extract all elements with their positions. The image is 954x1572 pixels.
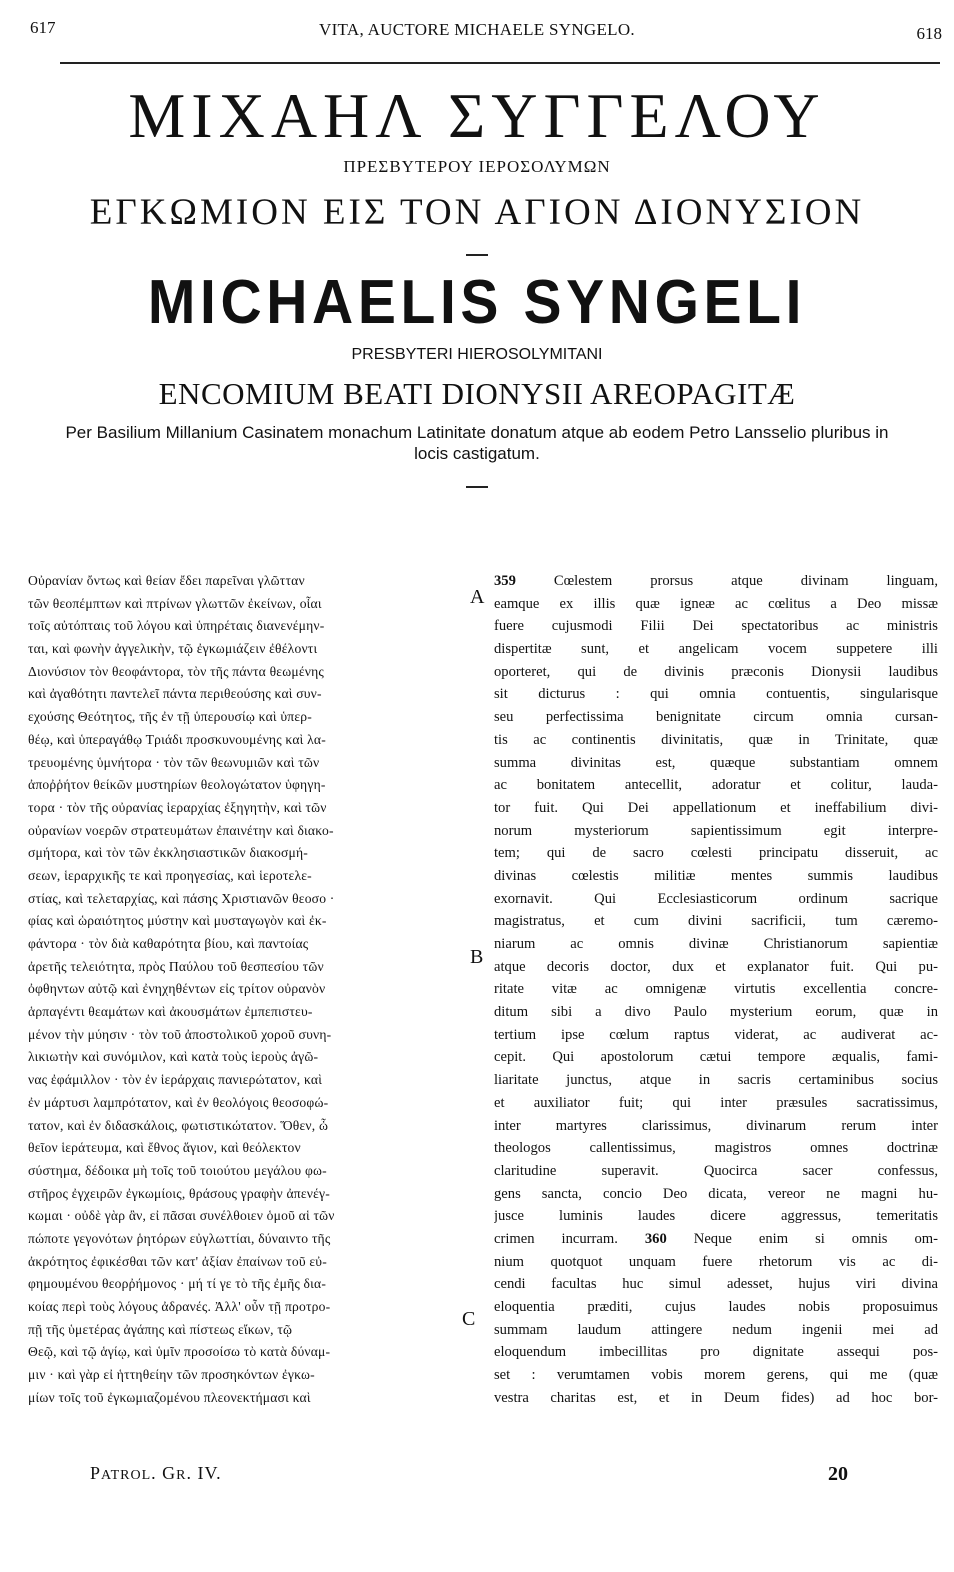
latin-line-text: exornavit. Qui Ecclesiasticorum ordinum sacrique (494, 890, 938, 907)
latin-line-text: divinas cœlestis militiæ mentes summis laudibus (494, 867, 938, 884)
latin-line (494, 910, 938, 933)
latin-line-text: gens sancta, concio Deo dicata, vereor ne magni hu- (494, 1185, 938, 1202)
latin-line-text: tis ac continentis divinitatis, quæ in Trinitate, quæ (494, 731, 938, 748)
latin-line (494, 1046, 938, 1069)
latin-line (494, 1024, 938, 1047)
greek-line: Θεῷ, καὶ τῷ ἁγίῳ, καὶ ὑμῖν προσοίσω τὸ κατὰ δύναμ- (28, 1344, 331, 1360)
latin-line (494, 593, 938, 616)
greek-line: μίων τοῖς τοῦ ἐγκωμιαζομένου πλεονεκτήμασι καὶ (28, 1389, 311, 1405)
latin-line (494, 774, 938, 797)
latin-line-text: et auxiliator fuit; qui inter præsules sacratissimus, (494, 1094, 938, 1111)
greek-line: καὶ ἀγαθότητι παντελεῖ πάντα περιθεούσης καὶ συν- (28, 686, 322, 702)
greek-line: ἐν μάρτυσι λαμπρότατον, καὶ ἐν θεολόγοις θεοσοφώ- (28, 1094, 329, 1110)
latin-line (494, 978, 938, 1001)
greek-line: ὀφθηντων αὐτῷ καὶ ἐνηχηθέντων εἰς τρίτον οὐρανὸν (28, 981, 326, 997)
latin-line-text: liaritate junctus, atque in sacris certaminibus socius (494, 1072, 938, 1089)
page-number-right: 618 (916, 24, 942, 43)
latin-line-text: eloquentia præditi, cujus laudes nobis proposuimus (494, 1299, 938, 1315)
latin-line-text: ritate vitæ ac omnigenæ virtutis excellentia concre- (494, 981, 938, 998)
latin-line (494, 1341, 938, 1364)
latin-line (494, 1273, 938, 1296)
latin-line-text: cepit. Qui apostolorum cætui tempore æqualis, fami- (494, 1049, 938, 1066)
greek-line: φάντορα · τὸν διὰ καθαρότητα βίου, καὶ παντοίας (28, 936, 309, 951)
latin-line (494, 1251, 938, 1274)
greek-line: φημουμένου θεορῤήμονος · μή τί γε τὸ τῆς ἐμῆς δια- (28, 1276, 327, 1292)
greek-work-title: ΕΓΚΩΜΙΟΝ ΕΙΣ ΤΟΝ ΑΓΙΟΝ ΔΙΟΝΥΣΙΟΝ (89, 192, 865, 233)
greek-line: θέῳ, καὶ ὑπεραγάθῳ Τριάδι προσκυνουμένης καὶ λα- (28, 731, 326, 747)
latin-line (494, 1183, 938, 1206)
greek-line: στίας, καὶ τελεταρχίας, καὶ πάσης Χριστιανῶν θεοσο · (28, 890, 335, 906)
latin-line (494, 1001, 938, 1024)
latin-line-text: sit dicturus : qui omnia contuentis, singularisque (494, 686, 938, 703)
margin-letter-b: B (470, 946, 484, 968)
latin-line (494, 1115, 938, 1138)
latin-line-text: tem; qui de sacro cœlesti principatu disseruit, ac (494, 845, 938, 862)
greek-line: κοίας περὶ τοὺς λόγους ἀδρανές. Ἀλλ' οὖν τῇ προτρο- (28, 1299, 331, 1314)
signature-mark: PATROL. GR. IV. (90, 1463, 222, 1483)
latin-line-text: ac bonitatem antecellit, adoratur et colitur, lauda- (494, 777, 938, 794)
latin-line (494, 570, 938, 593)
folio-number: 20 (828, 1463, 848, 1485)
latin-line (494, 683, 938, 706)
latin-line (494, 729, 938, 752)
greek-line: θεῖον ἱεράτευμα, καὶ ἔθνος ἅγιον, καὶ θεόλεκτον (28, 1140, 301, 1156)
latin-line-text: eloquendum imbecillitas pro dignitate assequi pos- (494, 1344, 938, 1361)
latin-line (494, 1228, 938, 1251)
latin-text-column (494, 570, 938, 1409)
greek-line: οὐρανίων νοερῶν στρατευμάτων ἐπαινέτην καὶ διακο- (28, 822, 334, 838)
greek-line: ἀποῤῥήτον θείκῶν μυστηρίων θεολογώτατον ὑφηγη- (28, 777, 326, 793)
latin-line-text: summa divinitas est, quæque substantiam omnem (494, 754, 938, 771)
latin-line-text: theologos callentissimus, magistros omnes doctrinæ (494, 1140, 938, 1157)
latin-line-text: nium quotquot unquam fuere rhetorum vis ac di- (494, 1253, 938, 1270)
latin-work-title: ENCOMIUM BEATI DIONYSII AREOPAGITÆ (158, 376, 796, 411)
greek-line: τορα · τὸν τῆς οὐρανίας ἱεραρχίας ἐξηγητὴν, καὶ τῶν (28, 799, 327, 815)
column-number: 359 (494, 573, 516, 589)
latin-line (494, 1364, 938, 1387)
latin-line-text: tertium ipse cœlum raptus viderat, ac audiverat ac- (494, 1026, 938, 1043)
latin-line-text: inter martyres clarissimus, divinarum rerum inter (494, 1117, 938, 1134)
greek-line: σεων, ἱεραρχικῆς τε καὶ προηγεσίας, καὶ ἱεροτελε- (28, 867, 312, 883)
latin-line (494, 638, 938, 661)
latin-line-text: summam laudum attingere nedum ingenii mei ad (494, 1321, 938, 1338)
header-rule (60, 62, 940, 64)
latin-line (494, 1319, 938, 1342)
greek-subtitle: ΠΡΕΣΒΥΤΕΡΟΥ ΙΕΡΟΣΟΛΥΜΩΝ (343, 157, 611, 176)
greek-line: Οὐρανίαν ὄντως καὶ θείαν ἔδει παρεῖναι γλῶτταν (28, 573, 305, 588)
latin-line-text: fuere cujusmodi Filii Dei spectatoribus ac ministris (494, 618, 938, 635)
latin-line-text: Neque enim si omnis om- (666, 1230, 938, 1247)
column-number: 360 (644, 1230, 667, 1247)
margin-letter-a: A (470, 586, 485, 608)
greek-line: στῆρος ἐγχειρῶν ἐγκωμίοις, θράσους γραφὴν ἀπενέγ- (28, 1185, 330, 1201)
latin-line-text: atque decoris doctor, dux et explanator fuit. Qui pu- (494, 958, 938, 975)
latin-author-title: MICHAELIS SYNGELI (147, 268, 807, 337)
latin-line (494, 1387, 938, 1410)
greek-line: φίας καὶ ὡραιότητος μύστην καὶ μυσταγωγὸν καὶ ἐκ- (28, 913, 327, 929)
greek-line: πώποτε γεγονότων ῥητόρων εὐγλωττίαι, δύναιντο τῆς (28, 1230, 331, 1246)
latin-line (494, 865, 938, 888)
section-separator (466, 486, 488, 488)
greek-line: ται, καὶ φωνὴν ἀγγελικὴν, τῷ ἐγκωμιάζειν ἐθέλοντι (28, 641, 318, 657)
greek-line: τρευομένης ὑμνήτορα · τὸν τῶν θεωνυμιῶν καὶ τῶν (28, 754, 320, 770)
latin-line (494, 797, 938, 820)
greek-line: νας ἐφάμιλλον · τὸν ἐν ἱεράρχαις πανιερώτατον, καὶ (28, 1072, 323, 1088)
latin-line-text: oporteret, qui de divinis præconis Dionysii laudibus (494, 663, 938, 680)
latin-line (494, 820, 938, 843)
greek-line: λικιωτὴν καὶ συνόμιλον, καὶ κατὰ τοὺς ἱεροὺς ἀγῶ- (28, 1049, 319, 1065)
greek-line: σμήτορα, καὶ τὸν τῶν ἐκκλησιαστικῶν διακοσμή- (28, 845, 309, 861)
title-block (0, 78, 954, 488)
latin-line-text: magistratus, et cum divini sacrificii, tum cæremo- (494, 913, 938, 930)
greek-line: μένον τὴν μύησιν · τὸν τοῦ ἀποστολικοῦ χοροῦ συνη- (28, 1026, 332, 1042)
greek-text-column (28, 570, 468, 1409)
latin-line (494, 706, 938, 729)
latin-line-text: norum mysteriorum sapientissimum egit interpre- (494, 822, 938, 839)
latin-line-text: eamque ex illis quæ igneæ ac cœlitus a Deo missæ (494, 595, 938, 612)
greek-line: εχούσης Θεότητος, τῆς ἐν τῇ ὑπερουσίῳ καὶ ὑπερ- (28, 709, 312, 725)
greek-line: τῶν θεοπέμπτων καὶ πτρίνων γλωττῶν ἐκείνων, οἷαι (28, 595, 322, 611)
latin-line (494, 842, 938, 865)
latin-line-text: tor fuit. Qui Dei appellationum et ineffabilium divi- (494, 799, 938, 816)
latin-line (494, 888, 938, 911)
page-number-left: 617 (30, 18, 56, 37)
running-title: VITA, AUCTORE MICHAELE SYNGELO. (319, 20, 635, 39)
greek-line: κωμαι · οὐδὲ γὰρ ἂν, εἰ πᾶσαι συνέλθοιεν ὁμοῦ αἱ τῶν (28, 1208, 335, 1224)
latin-line-text: dispertitæ sunt, et angelicam vocem suppetere illi (494, 641, 938, 658)
latin-line-text: Cœlestem prorsus atque divinam linguam, (515, 573, 938, 589)
latin-line-text: vestra charitas est, et in Deum fides) ad hoc bor- (494, 1389, 938, 1406)
latin-line-text: niarum ac omnis divinæ Christianorum sapientiæ (494, 936, 938, 952)
latin-line (494, 1160, 938, 1183)
latin-line-text: seu perfectissima benignitate circum omnia cursan- (494, 709, 938, 726)
latin-line (494, 933, 938, 956)
greek-line: ἀκρότητος ἐφικέσθαι τῶν κατ' ἀξίαν ἐπαίνων τοῦ εὐ- (28, 1253, 327, 1269)
greek-line: ἁρπαγέντι θεαμάτων καὶ ἀκουσμάτων ἐμπεπιστευ- (28, 1004, 313, 1020)
latin-line-text: ditum sibi a divo Paulo mysterium eorum, quæ in (494, 1004, 938, 1021)
margin-letter-c: C (462, 1308, 476, 1330)
latin-line-text: jusce luminis laudes dicere aggressus, temeritatis (494, 1208, 938, 1225)
latin-line (494, 1205, 938, 1228)
latin-line (494, 1069, 938, 1092)
greek-line: Διονύσιον τὸν θεοφάντορα, τὸν τῆς πάντα θεωμένης (28, 663, 324, 679)
greek-author-title: ΜΙΧΑΗΛ ΣΥΓΓΕΛΟΥ (128, 80, 826, 151)
latin-line (494, 615, 938, 638)
title-separator (466, 254, 488, 256)
latin-line (494, 956, 938, 979)
greek-line: πῇ τῆς ὑμετέρας ἀγάπης καὶ πίστεως εἴκων, τῷ (28, 1321, 293, 1337)
running-header (0, 14, 954, 44)
latin-line-text: set : verumtamen vobis morem gerens, qui me (quæ (494, 1367, 938, 1384)
greek-line: μιν · καὶ γὰρ εἰ ἡττηθείην τῶν προσηκόντων ἐγκω- (28, 1367, 315, 1383)
latin-line (494, 1296, 938, 1319)
latin-line (494, 1137, 938, 1160)
greek-line: τοῖς αὐτόπταις τοῦ λόγου καὶ ὑπηρέταις διανενέμην- (28, 618, 325, 634)
latin-line-text: crimen incurram. (494, 1230, 645, 1247)
greek-line: σύστημα, δέδοικα μὴ τοῖς τοῦ τοιούτου μεγάλου φω- (28, 1162, 327, 1178)
translator-note: Per Basilium Millanium Casinatem monachum Latinitate donatum atque ab eodem Petro Lansselio pluribus in locis castigatum. (65, 423, 889, 463)
greek-line: ἀρετῆς τελειότητα, πρὸς Παύλου τοῦ θεσπεσίου τῶν (28, 958, 324, 974)
latin-line (494, 752, 938, 775)
latin-subtitle: PRESBYTERI HIEROSOLYMITANI (351, 346, 603, 363)
latin-line-text: claritudine superavit. Quocirca sacer confessus, (494, 1162, 938, 1179)
greek-line: τατον, καὶ ἐν διδασκάλοις, φωτιστικώτατον. Ὅθεν, ὦ (28, 1117, 329, 1133)
latin-line-text: cendi facultas huc simul adesset, hujus viri divina (494, 1276, 938, 1293)
latin-line (494, 1092, 938, 1115)
latin-line (494, 661, 938, 684)
